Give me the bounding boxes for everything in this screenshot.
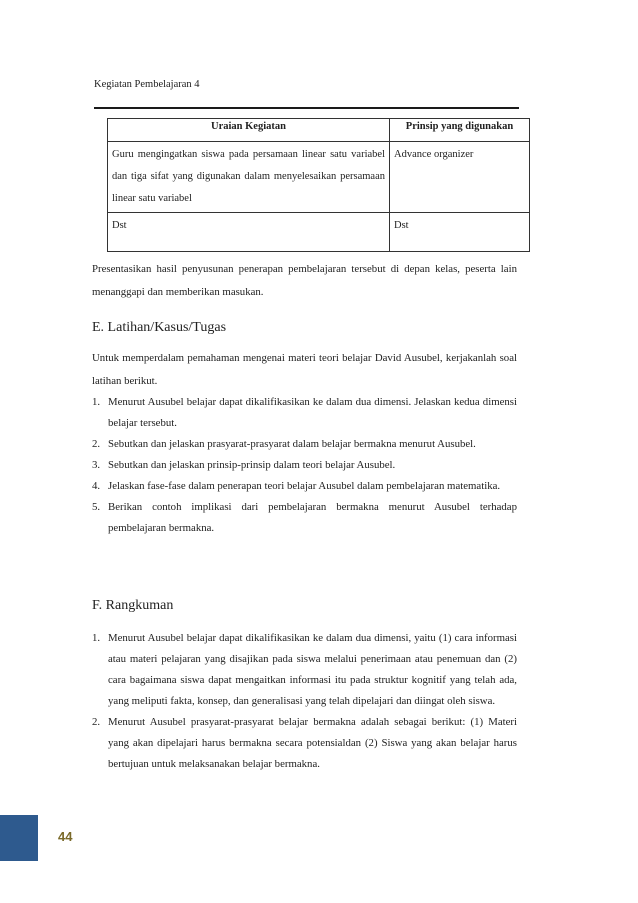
list-item: 2. Sebutkan dan jelaskan prasyarat-prasyarat dalam belajar bermakna menurut Ausubel. [92, 438, 476, 450]
intro-paragraph: Presentasikan hasil penyusunan penerapan pembelajaran tersebut di depan kelas, peserta lain menanggapi dan memberikan masukan. [92, 263, 517, 298]
table-cell: Guru mengingatkan siswa pada persamaan linear satu variabel dan tiga sifat yang digunakan dalam menyelesaikan persamaan linear satu variabel [108, 142, 390, 213]
section-title-e: E. Latihan/Kasus/Tugas [92, 320, 227, 335]
exercise-list [92, 392, 517, 539]
activity-table [107, 118, 530, 252]
page-number-bar [0, 815, 38, 861]
list-item: 1. Menurut Ausubel belajar dapat dikalifikasikan ke dalam dua dimensi, yaitu (1) cara informasi atau materi pelajaran yang disajikan pada siswa melalui penerimaan atau penemuan dan (2) cara bagaimana siswa dapat mengaitkan informasi itu pada struktur kognitif yang telah ada, yang meliputi fakta, konsep, dan generalisasi yang telah dipelajari dan diingat oleh siswa. [92, 632, 517, 707]
table-header-cell: Uraian Kegiatan [108, 119, 390, 142]
summary-list [92, 628, 517, 775]
section-e-intro: Untuk memperdalam pemahaman mengenai materi teori belajar David Ausubel, kerjakanlah soal latihan berikut. [92, 352, 517, 387]
header-rule [94, 107, 519, 109]
list-item: 3. Sebutkan dan jelaskan prinsip-prinsip dalam teori belajar Ausubel. [92, 459, 396, 471]
running-header: Kegiatan Pembelajaran 4 [94, 79, 200, 90]
table-cell: Dst [108, 213, 390, 252]
table-header-row [108, 119, 530, 142]
table-cell: Dst [390, 213, 530, 252]
table-cell: Advance organizer [390, 142, 530, 213]
list-item: 2. Menurut Ausubel prasyarat-prasyarat belajar bermakna adalah sebagai berikut: (1) Materi yang akan dipelajari harus bermakna secara potensialdan (2) Siswa yang akan belajar harus bertujuan untuk melaksanakan belajar bermakna. [92, 716, 517, 770]
table-row [108, 142, 530, 213]
list-item: 5. Berikan contoh implikasi dari pembelajaran bermakna menurut Ausubel terhadap pembelajaran bermakna. [92, 501, 517, 534]
section-title-f: F. Rangkuman [92, 598, 174, 613]
list-item: 1. Menurut Ausubel belajar dapat dikalifikasikan ke dalam dua dimensi. Jelaskan kedua dimensi belajar tersebut. [92, 396, 517, 429]
page-number: 44 [58, 829, 73, 844]
table-header-cell: Prinsip yang digunakan [390, 119, 530, 142]
table-row [108, 213, 530, 252]
list-item: 4. Jelaskan fase-fase dalam penerapan teori belajar Ausubel dalam pembelajaran matematika. [92, 480, 501, 492]
